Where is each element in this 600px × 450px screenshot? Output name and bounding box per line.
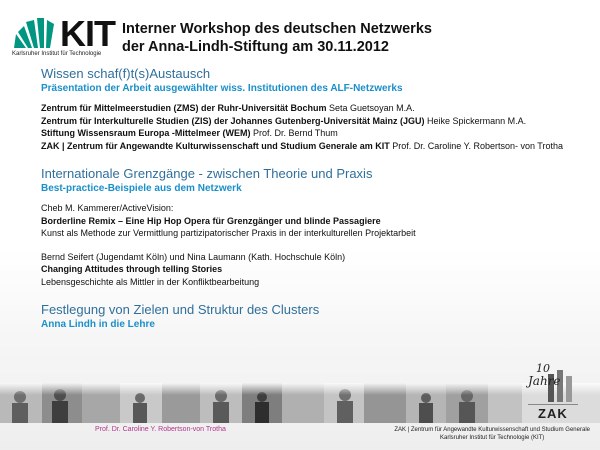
section-1-subtitle: Präsentation der Arbeit ausgewählter wiss. Institutionen des ALF-Netzwerks — [41, 83, 403, 94]
kit-logo-subtitle: Karlsruher Institut für Technologie — [12, 51, 102, 57]
10-jahre-zak-badge — [522, 360, 582, 424]
talk-title: Changing Attitudes through telling Stories — [41, 264, 223, 274]
section-3-subtitle: Anna Lindh in die Lehre — [41, 319, 155, 330]
workshop-title-line-1: Interner Workshop des deutschen Netzwerks — [122, 21, 432, 37]
section-2-subtitle: Best-practice-Beispiele aus dem Netzwerk — [41, 183, 242, 194]
talk-description: Lebensgeschichte als Mittler in der Konfliktbearbeitung — [41, 276, 260, 287]
footer-org-line-1: ZAK | Zentrum für Angewandte Kulturwissenschaft und Studium Generale — [394, 427, 590, 433]
section-2-title: Internationale Grenzgänge - zwischen Theorie und Praxis — [41, 166, 373, 181]
presenter-line: Bernd Seifert (Jugendamt Köln) und Nina Laumann (Kath. Hochschule Köln) — [41, 251, 346, 262]
institution-item: Stiftung Wissensraum Europa -Mittelmeer (WEM) Prof. Dr. Bernd Thum — [41, 128, 338, 138]
footer-org-line-2: Karlsruher Institut für Technologie (KIT) — [440, 435, 545, 441]
institution-item: ZAK | Zentrum für Angewandte Kulturwissenschaft und Studium Generale am KIT Prof. Dr. Caroline Y. Robertson- von Trotha — [41, 140, 563, 151]
slide-content — [41, 66, 586, 331]
workshop-title — [122, 20, 432, 56]
section-1-title: Wissen schaf(f)t(s)Austausch — [41, 66, 211, 81]
workshop-title-line-2: der Anna-Lindh-Stiftung am 30.11.2012 — [122, 39, 389, 55]
kit-logo-icon — [12, 12, 58, 50]
badge-org: ZAK — [538, 406, 568, 421]
kit-logo-text: KIT — [60, 13, 115, 54]
badge-number: 10 — [536, 362, 550, 375]
talk-description: Kunst als Methode zur Vermittlung partizipatorischer Praxis in der interkulturellen Projektarbeit — [41, 228, 416, 238]
institution-item: Zentrum für Mittelmeerstudien (ZMS) der Ruhr-Universität Bochum Seta Guetsoyan M.A. — [41, 103, 415, 113]
footer-author: Prof. Dr. Caroline Y. Robertson-von Trotha — [95, 426, 226, 433]
talk-title: Borderline Remix – Eine Hip Hop Opera für Grenzgänger und blinde Passagiere — [41, 215, 381, 226]
kit-logo — [12, 12, 115, 58]
presenter-line: Cheb M. Kammerer/ActiveVision: — [41, 203, 174, 213]
photo-strip-image — [0, 383, 600, 423]
section-3-title: Festlegung von Zielen und Struktur des Clusters — [41, 302, 320, 317]
footer-organization — [394, 426, 590, 442]
badge-word: Jahre — [528, 374, 561, 388]
institution-item: Zentrum für Interkulturelle Studien (ZIS) der Johannes Gutenberg-Universität Mainz (JGU) Heike Spickermann M.A. — [41, 115, 527, 126]
